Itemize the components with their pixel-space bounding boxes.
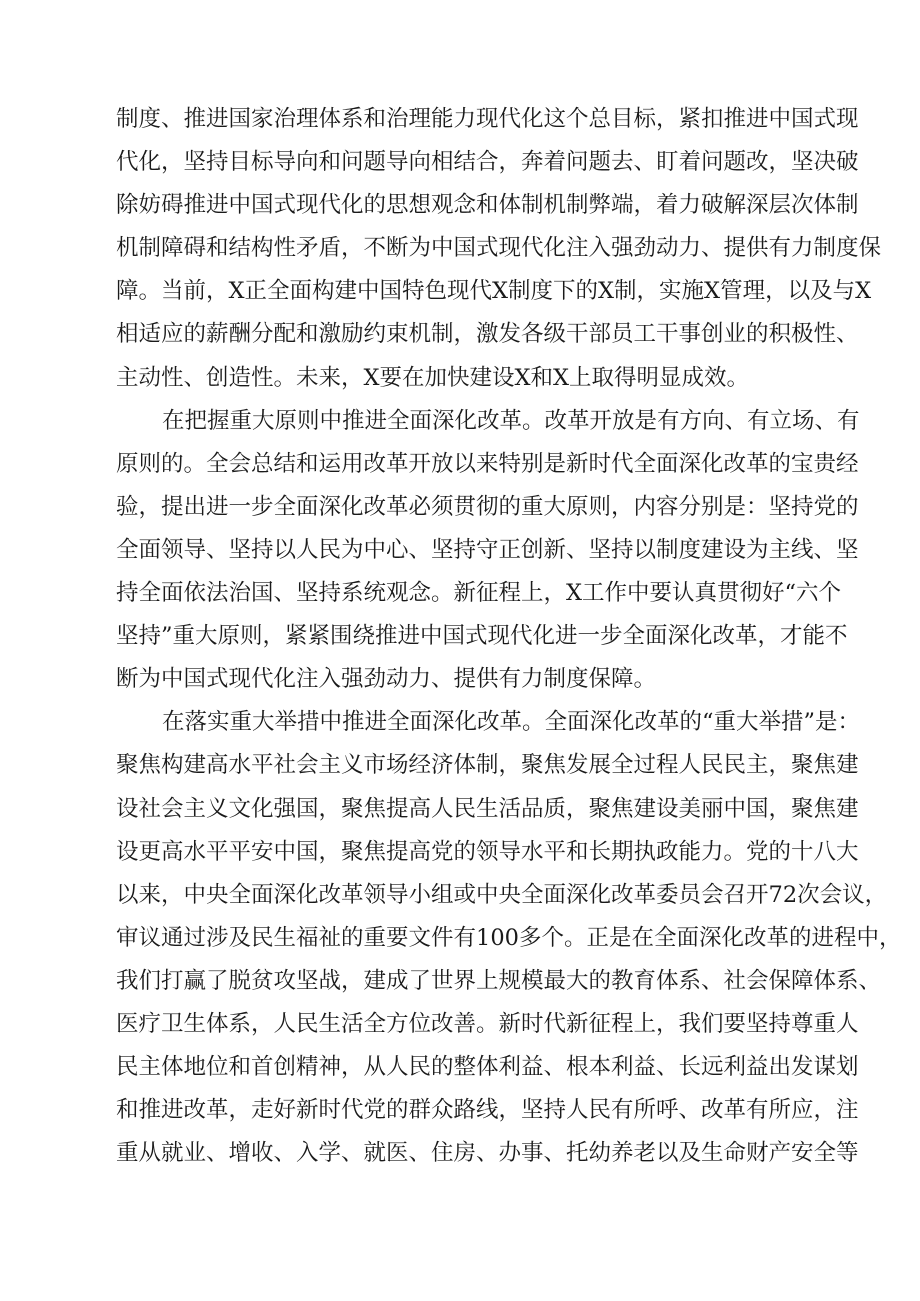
- text-line: 断为中国式现代化注入强劲动力、提供有力制度保障。: [116, 666, 657, 693]
- text-line: 制度、推进国家治理体系和治理能力现代化这个总目标，紧扣推进中国式现: [116, 106, 859, 132]
- text-line: 坚持”重大原则，紧紧围绕推进中国式现代化进一步全面深化改革，才能不: [116, 623, 848, 650]
- text-line: 设更高水平平安中国，聚焦提高党的领导水平和长期执政能力。党的十八大: [116, 838, 859, 865]
- text-line: 持全面依法治国、坚持系统观念。新征程上，X工作中要认真贯彻好“六个: [116, 580, 842, 607]
- text-line: 代化，坚持目标导向和问题导向相结合，奔着问题去、盯着问题改，坚决破: [116, 149, 859, 176]
- text-line: 主动性、创造性。未来，X要在加快建设X和X上取得明显成效。: [116, 364, 750, 391]
- text-line: 以来，中央全面深化改革领导小组或中央全面深化改革委员会召开72次会议，: [116, 881, 888, 908]
- text-line: 重从就业、增收、入学、就医、住房、办事、托幼养老以及生命财产安全等: [116, 1140, 859, 1167]
- text-line: 在落实重大举措中推进全面深化改革。全面深化改革的“重大举措”是：: [162, 709, 861, 736]
- text-line: 审议通过涉及民生福祉的重要文件有100多个。正是在全面深化改革的进程中，: [116, 924, 902, 951]
- text-line: 在把握重大原则中推进全面深化改革。改革开放是有方向、有立场、有: [162, 407, 860, 434]
- paragraph: [116, 701, 902, 1175]
- document-body: [116, 98, 902, 1175]
- text-line: 我们打赢了脱贫攻坚战，建成了世界上规模最大的教育体系、社会保障体系、: [116, 967, 882, 994]
- text-line: 设社会主义文化强国，聚焦提高人民生活品质，聚焦建设美丽中国，聚焦建: [116, 795, 859, 822]
- text-line: 相适应的薪酬分配和激励约束机制，激发各级干部员工干事创业的积极性、: [116, 321, 859, 348]
- text-line: 民主体地位和首创精神，从人民的整体利益、根本利益、长远利益出发谋划: [116, 1054, 859, 1081]
- text-line: 验，提出进一步全面深化改革必须贯彻的重大原则，内容分别是：坚持党的: [116, 493, 859, 520]
- text-line: 障。当前，X正全面构建中国特色现代X制度下的X制，实施X管理，以及与X: [116, 278, 872, 305]
- paragraph: [116, 400, 860, 702]
- paragraph: [116, 98, 882, 400]
- text-line: 机制障碍和结构性矛盾，不断为中国式现代化注入强劲动力、提供有力制度保: [116, 235, 882, 262]
- text-line: 医疗卫生体系，人民生活全方位改善。新时代新征程上，我们要坚持尊重人: [116, 1010, 859, 1037]
- text-line: 原则的。全会总结和运用改革开放以来特别是新时代全面深化改革的宝贵经: [116, 450, 859, 477]
- text-line: 聚焦构建高水平社会主义市场经济体制，聚焦发展全过程人民民主，聚焦建: [116, 752, 859, 779]
- text-line: 和推进改革，走好新时代党的群众路线，坚持人民有所呼、改革有所应，注: [116, 1097, 859, 1124]
- text-line: 除妨碍推进中国式现代化的思想观念和体制机制弊端，着力破解深层次体制: [116, 192, 859, 219]
- text-line: 全面领导、坚持以人民为中心、坚持守正创新、坚持以制度建设为主线、坚: [116, 536, 859, 563]
